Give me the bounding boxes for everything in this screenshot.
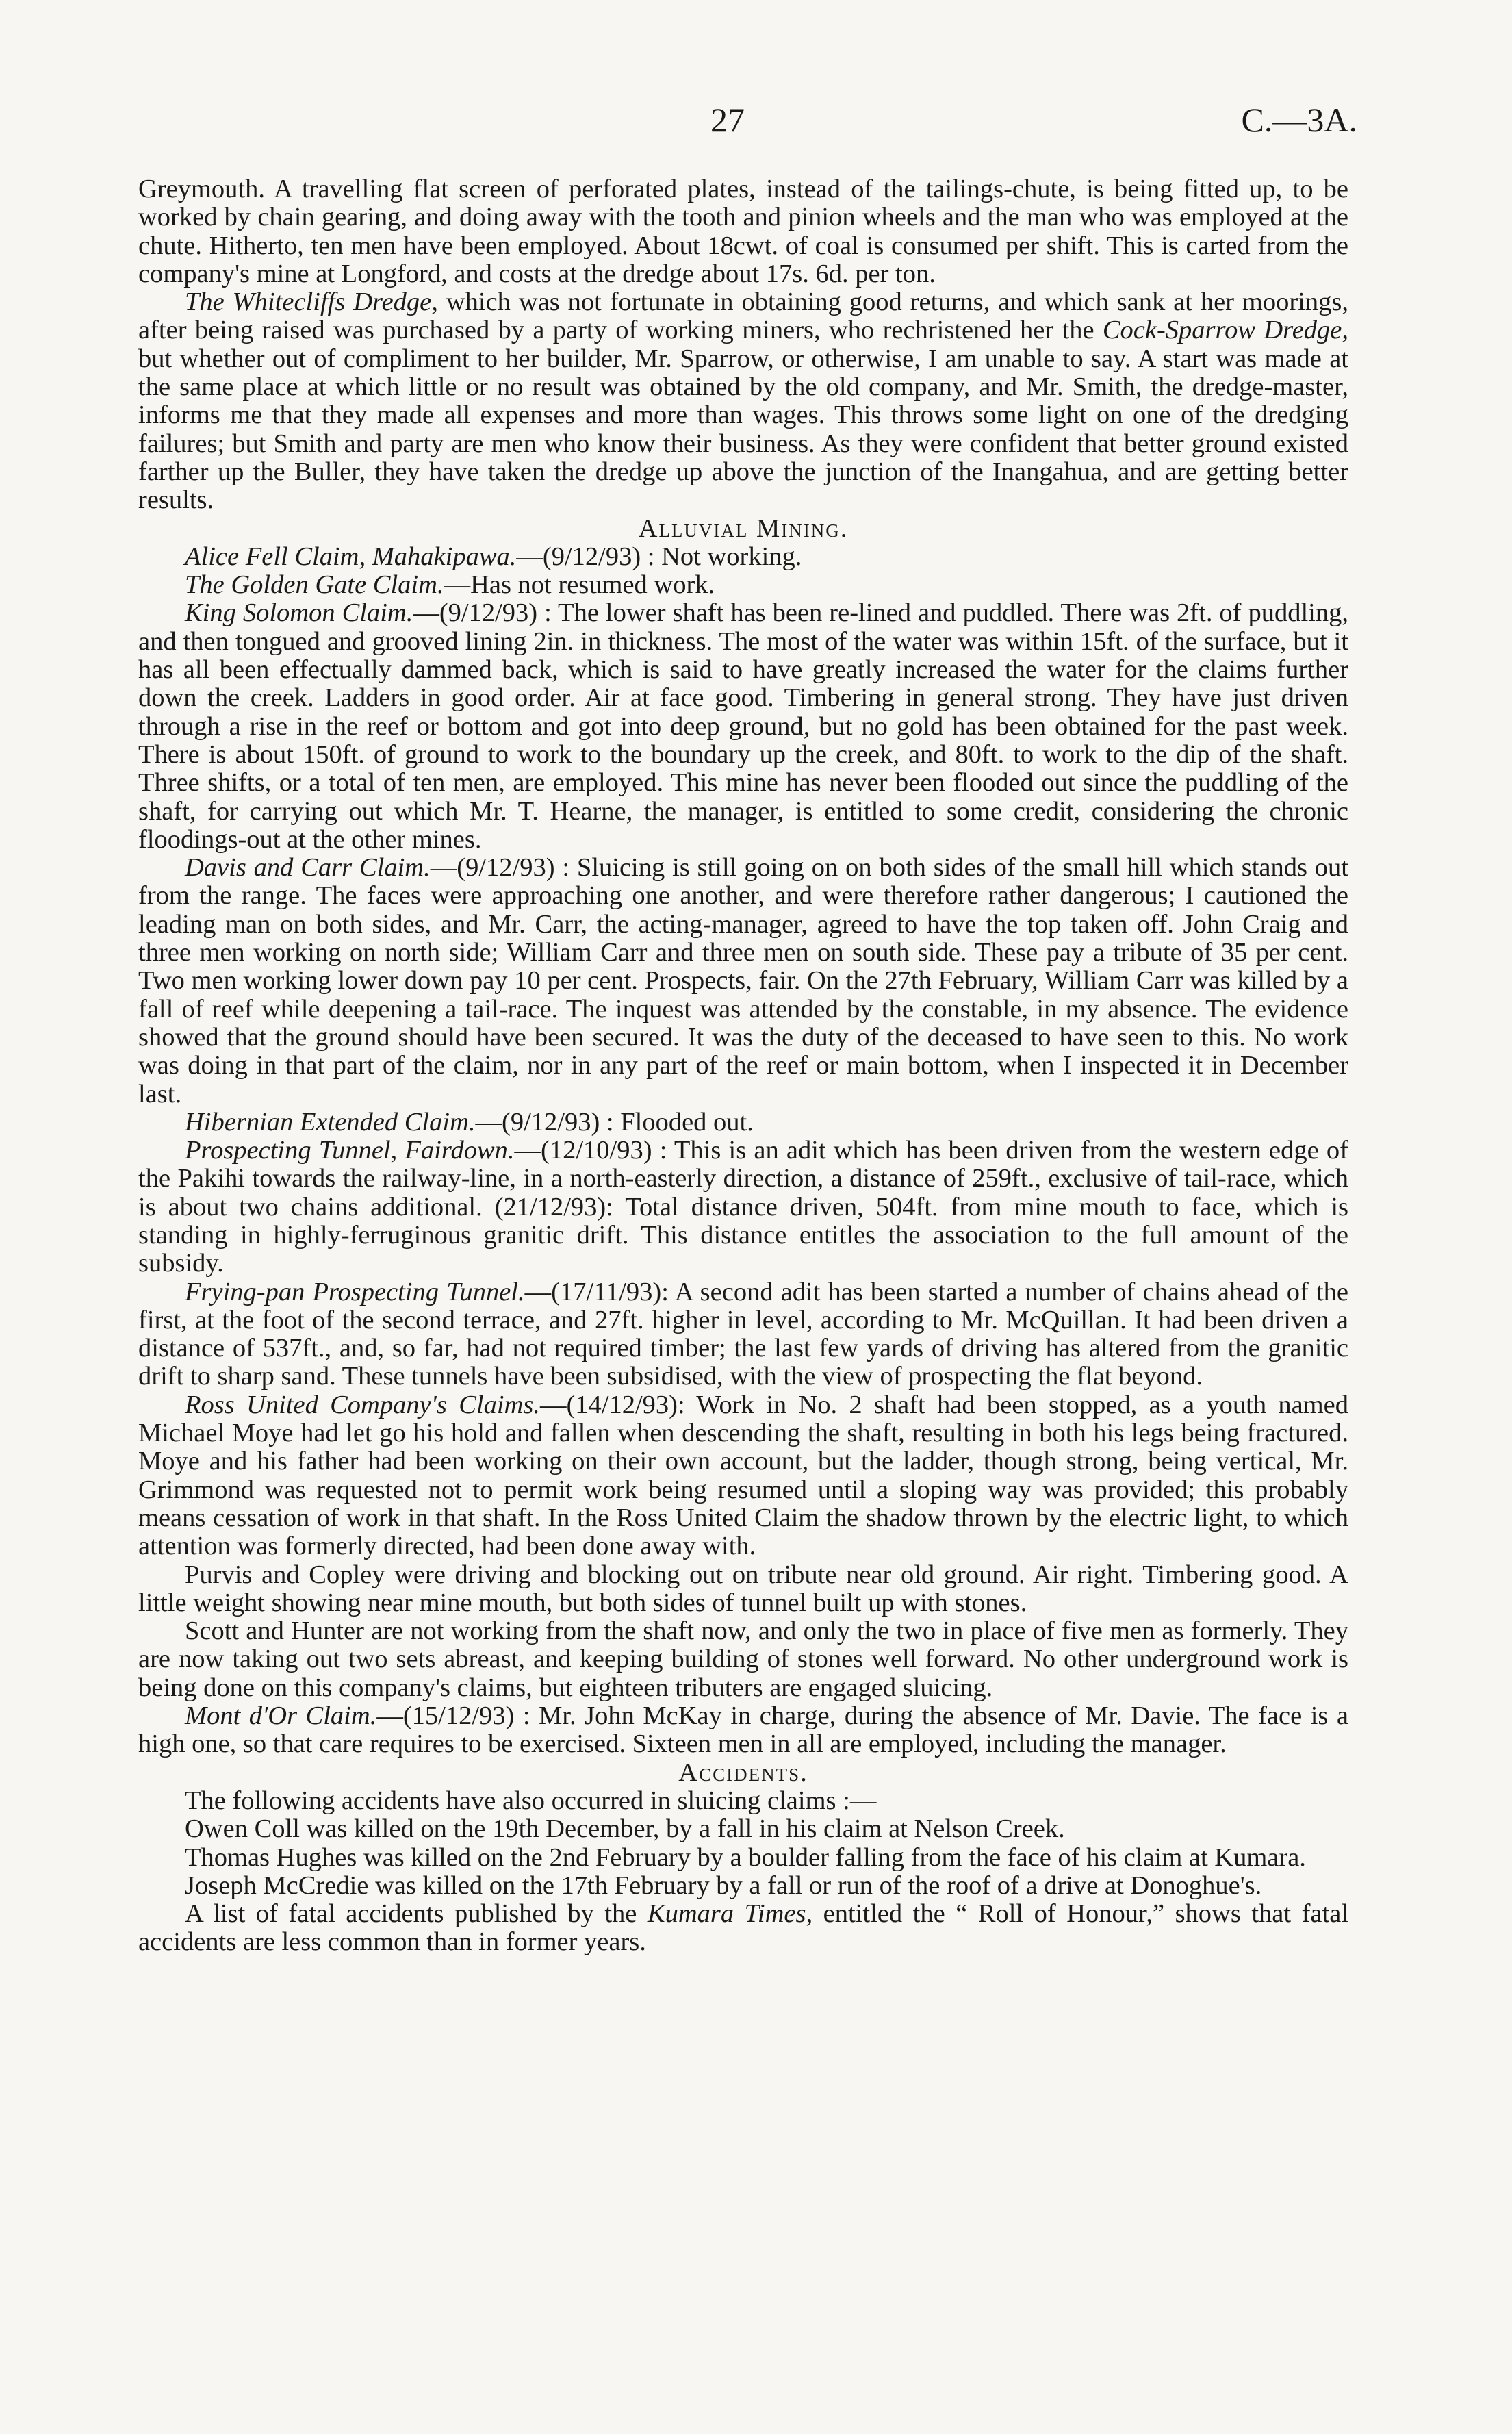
hibernian-text: —(9/12/93) : Flooded out. [475, 1107, 754, 1137]
alice-fell-text: —(9/12/93) : Not working. [516, 542, 802, 571]
paragraph-hibernian [138, 1108, 1348, 1137]
golden-gate-title: The Golden Gate Claim. [185, 570, 444, 600]
paragraph-accidents-intro: The following accidents have also occurred in sluicing claims :— [185, 1786, 877, 1815]
ross-united-title: Ross United Company's Claims. [185, 1390, 540, 1419]
davis-carr-text: —(9/12/93) : Sluicing is still going on on both sides of the small hill which stands out from the range. The faces were approaching one another, and were therefore rather dangerous; I cautioned the leading man on both sides, and Mr. Carr, the acting-manager, agreed to have the top taken off. John Craig and three men working on north side; William Carr and three men on south side. These pay a tribute of 35 per cent. Two men working lower down pay 10 per cent. Prospects, fair. On the 27th February, William Carr was killed by a fall of reef while deepening a tail-race. The inquest was attended by the constable, in my absence. The evidence showed that the ground should have been secured. It was the duty of the deceased to have seen to this. No work was doing in that part of the claim, nor in any part of the reef or main bottom, when I inspected it in December last. [138, 853, 1348, 1108]
ross-united-text: —(14/12/93): Work in No. 2 shaft had been stopped, as a youth named Michael Moye had let go his hold and fallen when descending the shaft, resulting in both his legs being fractured. Moye and his father had been working on their own account, but the ladder, though strong, being vertical, Mr. Grimmond was requested not to permit work being resumed until a sloping way was provided; this probably means cessation of work in that shaft. In the Ross United Claim the shadow thrown by the electric light, to which attention was formerly directed, had been done away with. [138, 1390, 1348, 1561]
whitecliffs-title: The Whitecliffs Dredge, [185, 288, 438, 317]
page-reference: C.—3A. [1241, 101, 1357, 139]
frying-pan-title: Frying-pan Prospecting Tunnel. [185, 1277, 525, 1306]
paragraph-scott-hunter: Scott and Hunter are not working from the shaft now, and only the two in place of five men as formerly. They are now taking out two sets abreast, and keeping building of stones well forward. No other underground work is being done on this company's claims, but eighteen tributers are engaged sluicing. [138, 1617, 1348, 1702]
paragraph-accident-coll: Owen Coll was killed on the 19th December, by a fall in his claim at Nelson Creek. [185, 1814, 1065, 1844]
paragraph-mont-dor [138, 1702, 1348, 1759]
whitecliffs-text-b: but whether out of compliment to her builder, Mr. Sparrow, or otherwise, I am unable to say. A start was made at the same place at which little or no result was obtained by the old company, and Mr. Smith, the dredge-master, informs me that they made all expenses and more than wages. This throws some light on one of the dredging failures; but Smith and party are men who know their business. As they were confident that better ground existed farther up the Buller, they have taken the dredge up above the junction of the Inangahua, and are getting better results. [138, 344, 1348, 515]
prospecting-tunnel-text: —(12/10/93) : This is an adit which has been driven from the western edge of the Pakihi towards the railway-line, in a north-easterly direction, a distance of 259ft., exclusive of tail-race, which is about two chains additional. (21/12/93): Total distance driven, 504ft. from mine mouth to face, which is standing in highly-ferruginous granitic drift. This distance entitles the association to the full amount of the subsidy. [138, 1136, 1348, 1278]
whitecliffs-text-a: which was not fortunate in obtaining good returns, and which sank at her moorings, after being raised was purchased by a party of working miners, who rechristened her the [138, 288, 1348, 345]
paragraph-greymouth: Greymouth. A travelling flat screen of perforated plates, instead of the tailings-chute, is being fitted up, to be worked by chain gearing, and doing away with the tooth and pinion wheels and the man who was employed at the chute. Hitherto, ten men have been employed. About 18cwt. of coal is consumed per shift. This is carted from the company's mine at Longford, and costs at the dredge about 17s. 6d. per ton. [138, 175, 1348, 288]
paragraph-golden-gate [138, 571, 1348, 599]
alice-fell-title: Alice Fell Claim, Mahakipawa. [185, 542, 517, 571]
king-solomon-title: King Solomon Claim. [185, 598, 413, 628]
king-solomon-text: —(9/12/93) : The lower shaft has been re-lined and puddled. There was 2ft. of puddling, and then tongued and grooved lining 2in. in thickness. The most of the water was within 15ft. of the surface, but it has all been effectually dammed back, which is said to have greatly increased the water for the claims further down the creek. Ladders in good order. Air at face good. Timbering in general strong. They have just driven through a rise in the reef or bottom and got into deep ground, but no gold has been obtained for the past week. There is about 150ft. of ground to work to the boundary up the creek, and 80ft. to work to the dip of the shaft. Three shifts, or a total of ten men, are employed. This mine has never been flooded out since the puddling of the shaft, for carrying out which Mr. T. Hearne, the manager, is entitled to some credit, considering the chronic floodings-out at the other mines. [138, 598, 1348, 854]
paragraph-accident-hughes: Thomas Hughes was killed on the 2nd February by a boulder falling from the face of his claim at Kumara. [185, 1842, 1306, 1872]
heading-alluvial-mining: Alluvial Mining. [638, 514, 849, 543]
paragraph-purvis-copley: Purvis and Copley were driving and blocking out on tribute near old ground. Air right. Timbering good. A little weight showing near mine mouth, but both sides of tunnel built up with stones. [138, 1560, 1348, 1617]
paragraph-roll-of-honour [138, 1900, 1348, 1957]
mont-dor-text: —(15/12/93) : Mr. John McKay in charge, during the absence of Mr. Davie. The face is a high one, so that care requires to be exercised. Sixteen men in all are employed, including the manager. [138, 1701, 1348, 1759]
frying-pan-text: —(17/11/93): A second adit has been started a number of chains ahead of the first, at the foot of the second terrace, and 27ft. higher in level, according to Mr. McQuillan. It had been driven a distance of 537ft., and, so far, had not required timber; the last few yards of driving has altered from the granitic drift to sharp sand. These tunnels have been subsidised, with the view of prospecting the flat beyond. [138, 1277, 1348, 1391]
cock-sparrow-name: Cock-Sparrow Dredge, [1102, 316, 1348, 345]
paragraph-whitecliffs [138, 288, 1348, 514]
kumara-times-name: Kumara Times, [647, 1899, 813, 1929]
roll-of-honour-text-a: A list of fatal accidents published by the [185, 1899, 648, 1929]
hibernian-title: Hibernian Extended Claim. [185, 1107, 476, 1137]
roll-of-honour-text-b: entitled the “ Roll of Honour,” shows that fatal accidents are less common than in former years. [138, 1899, 1349, 1957]
paragraph-frying-pan [138, 1278, 1348, 1391]
page-number: 27 [710, 101, 745, 139]
mont-dor-title: Mont d'Or Claim. [185, 1701, 377, 1731]
paragraph-accident-mccredie: Joseph McCredie was killed on the 17th February by a fall or run of the roof of a drive at Donoghue's. [185, 1871, 1262, 1900]
paragraph-prospecting-tunnel [138, 1137, 1348, 1278]
prospecting-tunnel-title: Prospecting Tunnel, Fairdown. [185, 1136, 515, 1165]
davis-carr-title: Davis and Carr Claim. [185, 853, 431, 883]
paragraph-davis-carr [138, 854, 1348, 1108]
heading-accidents: Accidents. [678, 1758, 808, 1787]
golden-gate-text: —Has not resumed work. [444, 570, 715, 600]
paragraph-alice-fell [138, 543, 1348, 571]
paragraph-ross-united [138, 1391, 1348, 1561]
paragraph-king-solomon [138, 599, 1348, 854]
document-body [138, 175, 1348, 1957]
